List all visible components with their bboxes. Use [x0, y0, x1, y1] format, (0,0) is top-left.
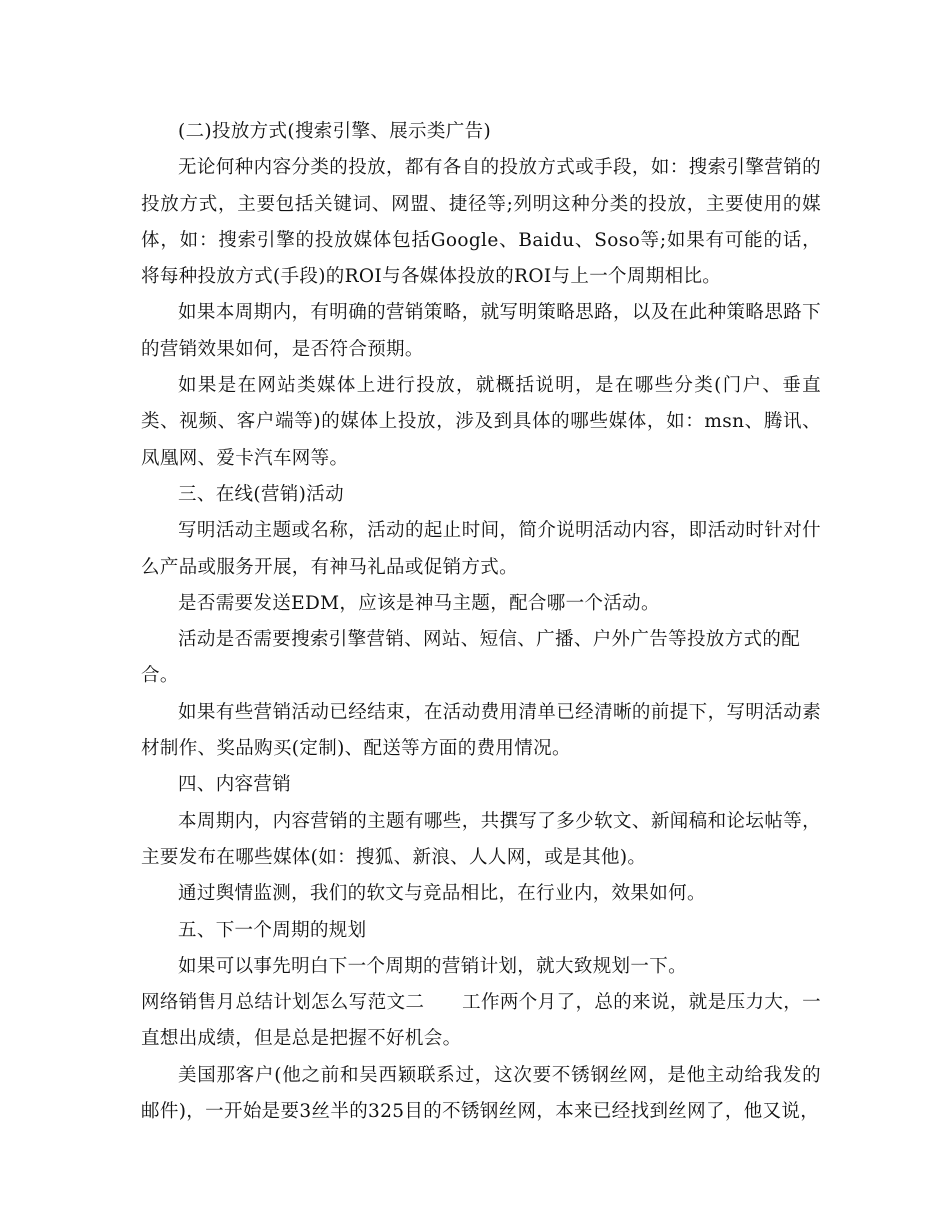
paragraph-content-topics: 本周期内，内容营销的主题有哪些，共撰写了多少软文、新闻稿和论坛帖等，主要发布在哪些媒体(如：搜狐、新浪、人人网，或是其他)。 [141, 810, 821, 868]
paragraph-edm: 是否需要发送EDM，应该是神马主题，配合哪一个活动。 [178, 592, 660, 614]
paragraph-placement-means: 无论何种内容分类的投放，都有各自的投放方式或手段，如：搜索引擎营销的投放方式，主要包括关键词、网盟、捷径等;列明这种分类的投放，主要使用的媒体，如：搜索引擎的投放媒体包括Google、Baidu、Soso等;如果有可能的话，将每种投放方式(手段)的ROI与各媒体投放的ROI与上一个周期相比。 [141, 157, 821, 288]
paragraph-sample-two-intro: 网络销售月总结计划怎么写范文二 工作两个月了，总的来说，就是压力大，一直想出成绩，但是总是把握不好机会。 [141, 992, 821, 1050]
document-body [141, 114, 821, 1130]
paragraph-activity-channels: 活动是否需要搜索引擎营销、网站、短信、广播、户外广告等投放方式的配合。 [141, 629, 801, 687]
heading-placement-method: (二)投放方式(搜索引擎、展示类广告) [178, 121, 492, 142]
paragraph-us-customer: 美国那客户(他之前和吴西颖联系过，这次要不锈钢丝网，是他主动给我发的邮件)，一开始是要3丝半的325目的不锈钢丝网，本来已经找到丝网了，他又说， [141, 1064, 821, 1123]
paragraph-next-plan: 如果可以事先明白下一个周期的营销计划，就大致规划一下。 [178, 955, 687, 977]
paragraph-website-media: 如果是在网站类媒体上进行投放，就概括说明，是在哪些分类(门户、垂直类、视频、客户端等)的媒体上投放，涉及到具体的哪些媒体，如：msn、腾讯、凤凰网、爱卡汽车网等。 [141, 375, 821, 469]
heading-content-marketing: 四、内容营销 [178, 774, 292, 796]
paragraph-activity-theme: 写明活动主题或名称，活动的起止时间，简介说明活动内容，即活动时针对什么产品或服务开展，有神马礼品或促销方式。 [141, 520, 821, 578]
heading-online-activities: 三、在线(营销)活动 [178, 483, 344, 505]
paragraph-activity-costs: 如果有些营销活动已经结束，在活动费用清单已经清晰的前提下，写明活动素材制作、奖品购买(定制)、配送等方面的费用情况。 [141, 701, 821, 760]
paragraph-strategy: 如果本周期内，有明确的营销策略，就写明策略思路，以及在此种策略思路下的营销效果如何，是否符合预期。 [141, 302, 821, 360]
paragraph-sentiment-monitoring: 通过舆情监测，我们的软文与竞品相比，在行业内，效果如何。 [178, 883, 706, 905]
heading-next-period-plan: 五、下一个周期的规划 [178, 919, 367, 941]
